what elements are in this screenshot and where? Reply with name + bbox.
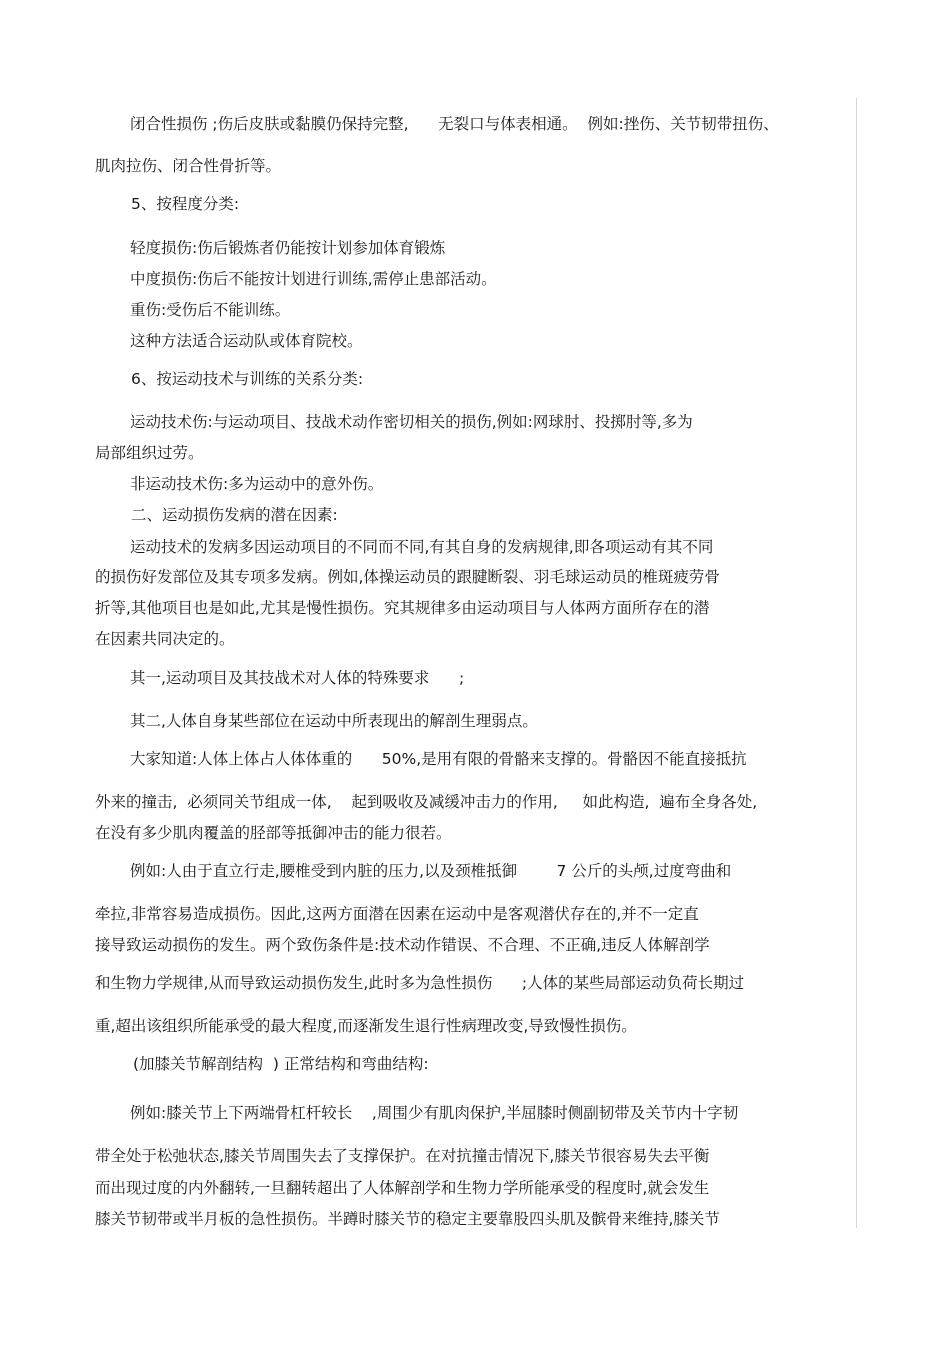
page-edge-rule bbox=[856, 98, 857, 1228]
text-line: 膝关节韧带或半月板的急性损伤。半蹲时膝关节的稳定主要靠股四头肌及髌骨来维持,膝关节 bbox=[95, 1210, 720, 1228]
text-line: 重伤:受伤后不能训练。 bbox=[130, 301, 291, 319]
text-line: 而出现过度的内外翻转,一旦翻转超出了人体解剖学和生物力学所能承受的程度时,就会发生 bbox=[95, 1179, 710, 1197]
text-line: 和生物力学规律,从而导致运动损伤发生,此时多为急性损伤 ;人体的某些局部运动负荷长期过 bbox=[95, 974, 745, 992]
text-line: 轻度损伤:伤后锻炼者仍能按计划参加体育锻炼 bbox=[130, 239, 446, 257]
text-line: 的损伤好发部位及其专项多发病。例如,体操运动员的跟腱断裂、羽毛球运动员的椎斑疲劳骨 bbox=[95, 568, 720, 586]
text-line: 例如:人由于直立行走,腰椎受到内脏的压力,以及颈椎抵御 7 公斤的头颅,过度弯曲和 bbox=[130, 862, 732, 880]
text-line: 在因素共同决定的。 bbox=[95, 630, 235, 648]
section-heading: 6、按运动技术与训练的关系分类: bbox=[131, 370, 364, 388]
text-line: 中度损伤:伤后不能按计划进行训练,需停止患部活动。 bbox=[130, 270, 497, 288]
text-line: 肌肉拉伤、闭合性骨折等。 bbox=[95, 157, 282, 175]
text-line: 大家知道:人体上体占人体体重的 50%,是用有限的骨骼来支撑的。骨骼因不能直接抵抗 bbox=[130, 750, 747, 768]
text-line: 带全处于松弛状态,膝关节周围失去了支撑保护。在对抗撞击情况下,膝关节很容易失去平衡 bbox=[95, 1147, 710, 1165]
text-line: 运动技术伤:与运动项目、技战术动作密切相关的损伤,例如:网球肘、投掷肘等,多为 bbox=[130, 413, 693, 431]
text-line: 局部组织过劳。 bbox=[95, 444, 204, 462]
text-line: 其一,运动项目及其技战术对人体的特殊要求 ; bbox=[130, 669, 465, 687]
text-line: 这种方法适合运动队或体育院校。 bbox=[130, 332, 363, 350]
text-line: 折等,其他项目也是如此,尤其是慢性损伤。究其规律多由运动项目与人体两方面所存在的潜 bbox=[95, 599, 710, 617]
text-line: 牵拉,非常容易造成损伤。因此,这两方面潜在因素在运动中是客观潜伏存在的,并不一定直 bbox=[95, 905, 699, 923]
section-heading: 二、运动损伤发病的潜在因素: bbox=[131, 506, 338, 524]
text-line: 在没有多少肌肉覆盖的胫部等抵御冲击的能力很若。 bbox=[95, 824, 452, 842]
text-line: 外来的撞击, 必须同关节组成一体, 起到吸收及减缓冲击力的作用, 如此构造, 遍布全身各处, bbox=[95, 793, 758, 811]
figure-note: (加膝关节解剖结构 ) 正常结构和弯曲结构: bbox=[133, 1055, 429, 1073]
text-line: 例如:膝关节上下两端骨杠杆较长 ,周围少有肌肉保护,半屈膝时侧副韧带及关节内十字韧 bbox=[130, 1104, 739, 1122]
text-line: 其二,人体自身某些部位在运动中所表现出的解剖生理弱点。 bbox=[130, 712, 538, 730]
text-line: 接导致运动损伤的发生。两个致伤条件是:技术动作错误、不合理、不正确,违反人体解剖学 bbox=[95, 936, 710, 954]
text-line: 运动技术的发病多因运动项目的不同而不同,有其自身的发病规律,即各项运动有其不同 bbox=[130, 538, 714, 556]
text-line: 闭合性损伤 ;伤后皮肤或黏膜仍保持完整, 无裂口与体表相通。 例如:挫伤、关节韧带扭伤、 bbox=[130, 115, 779, 133]
text-line: 重,超出该组织所能承受的最大程度,而逐渐发生退行性病理改变,导致慢性损伤。 bbox=[95, 1017, 637, 1035]
section-heading: 5、按程度分类: bbox=[131, 195, 240, 213]
text-line: 非运动技术伤:多为运动中的意外伤。 bbox=[130, 475, 384, 493]
